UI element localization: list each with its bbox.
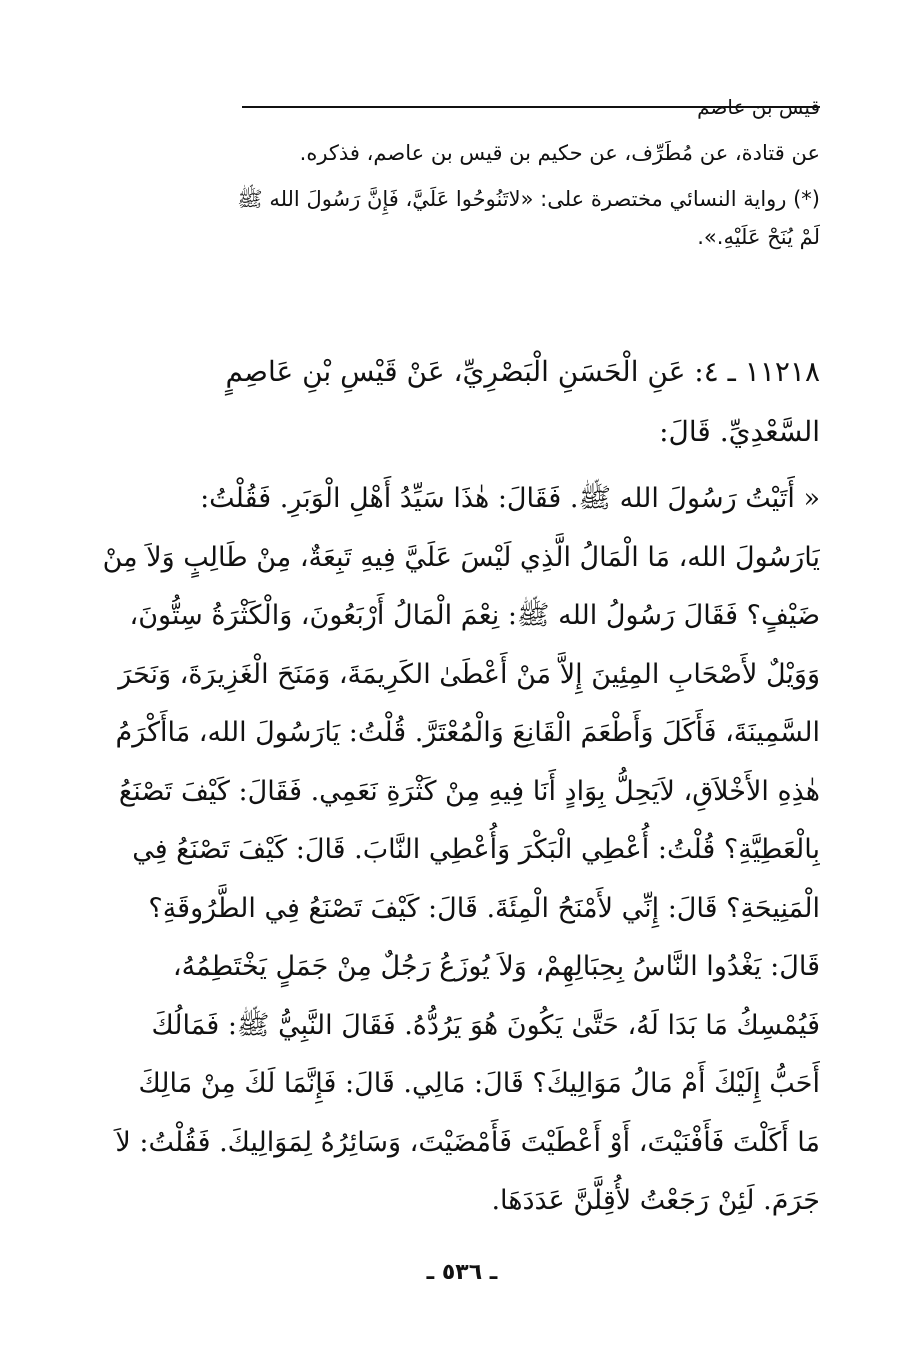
running-title: قيس بن عاصم [697,95,820,119]
footnote-source-line [102,134,820,172]
text-line: السَّمِينَةَ، فَأَكَلَ وَأَطْعَمَ الْقَانِعَ وَالْمُعْتَرَّ. قُلْتُ: يَارَسُولَ الله، مَاأَكْرَمُ [115,717,820,748]
text-line: الْمَنِيحَةِ؟ قَالَ: إِنِّي لأَمْنَحُ الْمِئَةَ. قَالَ: كَيْفَ تَصْنَعُ فِي الطَّرُوقَةِ؟ [148,892,820,924]
text-line: وَوَيْلٌ لأَصْحَابِ المِئِينَ إِلاَّ مَنْ أَعْطَىٰ الكَرِيمَةَ، وَمَنَحَ الْغَزِيرَةَ، وَنَحَرَ [118,658,820,690]
footnote-line: (*) رواية النسائي مختصرة على: «لاتَنُوحُوا عَلَيَّ، فَإِنَّ رَسُولَ الله ﷺ [237,187,820,211]
header-rule [242,106,820,108]
footnote-line: عن قتادة، عن مُطَرِّف، عن حكيم بن قيس بن عاصم، فذكره. [299,141,820,165]
text-line: قَالَ: يَغْدُوا النَّاسُ بِحِبَالِهِمْ، وَلاَ يُوزَعُ رَجُلٌ مِنْ جَمَلٍ يَخْتَطِمُهُ، [172,951,820,982]
text-line: بِالْعَطِيَّةِ؟ قُلْتُ: أُعْطِي الْبَكْرَ وَأُعْطِي النَّابَ. قَالَ: كَيْفَ تَصْنَعُ فِي [132,834,820,865]
hadith-text [102,470,820,1231]
footnote-note [102,180,820,256]
text-line: أَحَبُّ إِلَيْكَ أَمْ مَالُ مَوَالِيكَ؟ قَالَ: مَالِي. قَالَ: فَإِنَّمَا لَكَ مِنْ مَالِكَ [138,1068,820,1099]
page-number: ـ ٥٣٦ ـ [426,1260,498,1285]
heading-line: السَّعْدِيِّ. قَالَ: [659,415,820,448]
text-line: هٰذِهِ الأَخْلاَقِ، لاَيَحِلُّ بِوَادٍ أَنَا فِيهِ مِنْ كَثْرَةِ نَعَمِي. فَقَالَ: كَيْفَ تَصْنَعُ [118,775,820,807]
running-header [102,92,820,126]
heading-line: ١١٢١٨ ـ ٤: عَنِ الْحَسَنِ الْبَصْرِيِّ، عَنْ قَيْسِ بْنِ عَاصِمٍ [225,355,820,388]
footnote-line: لَمْ يُنَحْ عَلَيْهِ.». [697,225,820,249]
text-line: جَرَمَ. لَئِنْ رَجَعْتُ لأُقِلَّنَّ عَدَدَهَا. [491,1185,820,1216]
text-line: فَيُمْسِكُ مَا بَدَا لَهُ، حَتَّىٰ يَكُونَ هُوَ يَرُدُّهُ. فَقَالَ النَّبِيُّ ﷺ: فَمَالُكَ [151,1009,820,1041]
text-line: يَارَسُولَ الله، مَا الْمَالُ الَّذِي لَيْسَ عَلَيَّ فِيهِ تَبِعَةٌ، مِنْ طَالِبٍ وَلاَ مِنْ [102,541,820,573]
text-line: « أَتَيْتُ رَسُولَ الله ﷺ. فَقَالَ: هٰذَا سَيِّدُ أَهْلِ الْوَبَرِ. فَقُلْتُ: [200,483,820,514]
hadith-heading [102,342,820,462]
text-line: ضَيْفٍ؟ فَقَالَ رَسُولُ الله ﷺ: نِعْمَ الْمَالُ أَرْبَعُونَ، وَالْكَثْرَةُ سِتُّونَ، [129,600,820,631]
text-line: مَا أَكَلْتَ فَأَفْنَيْتَ، أَوْ أَعْطَيْتَ فَأَمْضَيْتَ، وَسَائِرُهُ لِمَوَالِيكَ. فَقُلْتُ: لاَ [115,1126,820,1158]
